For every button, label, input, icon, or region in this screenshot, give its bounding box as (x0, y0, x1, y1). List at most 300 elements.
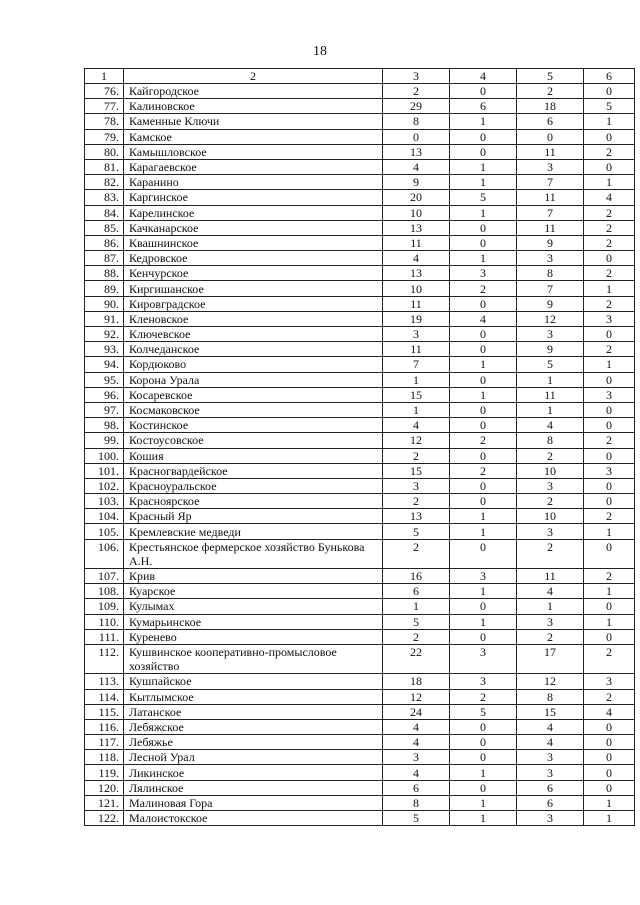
row-name: Кировградское (124, 296, 383, 311)
row-col-6: 2 (584, 689, 635, 704)
table-row (85, 159, 635, 174)
row-col-3: 3 (383, 750, 450, 765)
row-col-4: 1 (450, 205, 517, 220)
row-col-6: 2 (584, 509, 635, 524)
row-col-3: 9 (383, 175, 450, 190)
row-number: 95. (85, 372, 124, 387)
row-col-6: 2 (584, 235, 635, 250)
row-name: Лесной Урал (124, 750, 383, 765)
row-col-3: 10 (383, 281, 450, 296)
row-col-5: 1 (517, 599, 584, 614)
row-col-4: 3 (450, 644, 517, 673)
row-col-4: 1 (450, 509, 517, 524)
row-col-3: 19 (383, 311, 450, 326)
row-col-5: 12 (517, 311, 584, 326)
table-row (85, 281, 635, 296)
row-number: 121. (85, 795, 124, 810)
row-col-6: 1 (584, 281, 635, 296)
header-col-5: 5 (517, 69, 584, 84)
row-number: 114. (85, 689, 124, 704)
table-row (85, 448, 635, 463)
row-name: Карагаевское (124, 159, 383, 174)
row-col-4: 0 (450, 494, 517, 509)
row-name: Куренево (124, 629, 383, 644)
table-row (85, 84, 635, 99)
row-col-4: 0 (450, 418, 517, 433)
table-row (85, 614, 635, 629)
row-col-3: 4 (383, 719, 450, 734)
row-col-5: 3 (517, 478, 584, 493)
row-col-5: 3 (517, 327, 584, 342)
row-col-4: 0 (450, 144, 517, 159)
row-name: Куарское (124, 584, 383, 599)
row-col-5: 6 (517, 795, 584, 810)
row-number: 105. (85, 524, 124, 539)
row-col-6: 2 (584, 296, 635, 311)
row-col-3: 15 (383, 387, 450, 402)
row-number: 111. (85, 629, 124, 644)
row-number: 122. (85, 811, 124, 826)
row-col-6: 0 (584, 418, 635, 433)
row-number: 112. (85, 644, 124, 673)
row-name: Каргинское (124, 190, 383, 205)
row-col-4: 0 (450, 296, 517, 311)
header-row (85, 69, 635, 84)
row-col-6: 1 (584, 811, 635, 826)
row-col-6: 3 (584, 311, 635, 326)
row-col-6: 0 (584, 494, 635, 509)
row-number: 89. (85, 281, 124, 296)
row-col-5: 1 (517, 372, 584, 387)
header-col-6: 6 (584, 69, 635, 84)
table-row (85, 311, 635, 326)
row-col-3: 15 (383, 463, 450, 478)
table-row (85, 811, 635, 826)
row-col-6: 0 (584, 765, 635, 780)
row-col-6: 0 (584, 478, 635, 493)
row-col-5: 17 (517, 644, 584, 673)
row-col-4: 0 (450, 402, 517, 417)
row-number: 104. (85, 509, 124, 524)
row-name: Колчеданское (124, 342, 383, 357)
row-col-3: 12 (383, 433, 450, 448)
row-col-4: 0 (450, 84, 517, 99)
row-name: Красный Яр (124, 509, 383, 524)
table-row (85, 765, 635, 780)
row-col-4: 0 (450, 342, 517, 357)
row-number: 99. (85, 433, 124, 448)
row-col-4: 0 (450, 539, 517, 568)
row-col-6: 0 (584, 129, 635, 144)
row-col-6: 4 (584, 190, 635, 205)
row-col-4: 5 (450, 704, 517, 719)
row-name: Квашнинское (124, 235, 383, 250)
row-col-3: 3 (383, 478, 450, 493)
row-col-5: 9 (517, 342, 584, 357)
row-col-6: 0 (584, 448, 635, 463)
row-col-6: 5 (584, 99, 635, 114)
row-col-5: 3 (517, 765, 584, 780)
row-col-4: 1 (450, 614, 517, 629)
row-number: 93. (85, 342, 124, 357)
row-col-6: 3 (584, 387, 635, 402)
row-name: Качканарское (124, 220, 383, 235)
row-col-3: 11 (383, 296, 450, 311)
table-row (85, 795, 635, 810)
row-col-3: 12 (383, 689, 450, 704)
row-col-3: 3 (383, 327, 450, 342)
row-col-6: 0 (584, 84, 635, 99)
row-name: Красноярское (124, 494, 383, 509)
row-col-5: 10 (517, 509, 584, 524)
row-col-5: 2 (517, 539, 584, 568)
table-row (85, 266, 635, 281)
row-number: 94. (85, 357, 124, 372)
row-col-6: 0 (584, 159, 635, 174)
row-col-4: 6 (450, 99, 517, 114)
row-number: 106. (85, 539, 124, 568)
row-col-6: 2 (584, 144, 635, 159)
row-col-6: 0 (584, 735, 635, 750)
row-name: Костоусовское (124, 433, 383, 448)
header-col-3: 3 (383, 69, 450, 84)
row-name: Каранино (124, 175, 383, 190)
row-col-4: 3 (450, 674, 517, 689)
row-col-6: 0 (584, 719, 635, 734)
table-row (85, 190, 635, 205)
row-col-3: 5 (383, 614, 450, 629)
table-row (85, 629, 635, 644)
row-col-5: 3 (517, 811, 584, 826)
row-col-4: 1 (450, 811, 517, 826)
row-col-3: 22 (383, 644, 450, 673)
row-col-5: 7 (517, 281, 584, 296)
row-number: 86. (85, 235, 124, 250)
header-col-1: 1 (85, 69, 124, 84)
row-col-4: 0 (450, 780, 517, 795)
row-name: Каменные Ключи (124, 114, 383, 129)
row-col-5: 7 (517, 175, 584, 190)
row-number: 103. (85, 494, 124, 509)
row-name: Ликинское (124, 765, 383, 780)
row-col-5: 6 (517, 780, 584, 795)
row-col-4: 1 (450, 159, 517, 174)
row-col-4: 1 (450, 524, 517, 539)
row-col-6: 3 (584, 463, 635, 478)
table-row (85, 599, 635, 614)
row-col-4: 1 (450, 175, 517, 190)
row-col-6: 1 (584, 524, 635, 539)
row-col-5: 5 (517, 357, 584, 372)
row-col-3: 0 (383, 129, 450, 144)
row-number: 80. (85, 144, 124, 159)
table-row (85, 494, 635, 509)
row-col-4: 0 (450, 629, 517, 644)
row-col-5: 4 (517, 719, 584, 734)
row-number: 97. (85, 402, 124, 417)
row-col-4: 1 (450, 387, 517, 402)
row-number: 107. (85, 569, 124, 584)
row-col-4: 3 (450, 569, 517, 584)
row-col-5: 3 (517, 159, 584, 174)
row-col-3: 13 (383, 509, 450, 524)
table-row (85, 235, 635, 250)
row-col-5: 4 (517, 584, 584, 599)
row-name: Костинское (124, 418, 383, 433)
row-number: 87. (85, 251, 124, 266)
row-name: Кулымах (124, 599, 383, 614)
row-number: 108. (85, 584, 124, 599)
row-col-3: 2 (383, 629, 450, 644)
row-number: 96. (85, 387, 124, 402)
row-name: Корона Урала (124, 372, 383, 387)
row-col-6: 4 (584, 704, 635, 719)
row-col-4: 0 (450, 448, 517, 463)
table-row (85, 689, 635, 704)
row-col-6: 2 (584, 220, 635, 235)
row-col-3: 11 (383, 342, 450, 357)
row-col-3: 16 (383, 569, 450, 584)
row-number: 116. (85, 719, 124, 734)
row-col-3: 20 (383, 190, 450, 205)
row-col-5: 6 (517, 114, 584, 129)
row-name: Крестьянское фермерское хозяйство Бунькова А.Н. (124, 539, 383, 568)
table-row (85, 584, 635, 599)
row-col-3: 10 (383, 205, 450, 220)
row-name: Красногвардейское (124, 463, 383, 478)
row-col-4: 2 (450, 281, 517, 296)
row-col-4: 0 (450, 235, 517, 250)
row-col-4: 2 (450, 433, 517, 448)
row-col-3: 29 (383, 99, 450, 114)
row-number: 88. (85, 266, 124, 281)
row-col-5: 11 (517, 569, 584, 584)
row-col-4: 0 (450, 478, 517, 493)
page-number: 18 (313, 44, 327, 59)
row-col-5: 9 (517, 296, 584, 311)
row-name: Лебяжье (124, 735, 383, 750)
row-col-4: 0 (450, 327, 517, 342)
row-col-5: 4 (517, 735, 584, 750)
row-col-6: 3 (584, 674, 635, 689)
row-col-3: 4 (383, 159, 450, 174)
row-name: Кордюково (124, 357, 383, 372)
data-table (84, 68, 635, 826)
row-name: Киргишанское (124, 281, 383, 296)
row-col-3: 11 (383, 235, 450, 250)
header-col-4: 4 (450, 69, 517, 84)
row-col-4: 5 (450, 190, 517, 205)
row-col-5: 3 (517, 614, 584, 629)
row-name: Кушпайское (124, 674, 383, 689)
row-col-5: 11 (517, 144, 584, 159)
table-row (85, 704, 635, 719)
row-number: 101. (85, 463, 124, 478)
row-col-5: 2 (517, 494, 584, 509)
row-number: 120. (85, 780, 124, 795)
row-number: 110. (85, 614, 124, 629)
row-col-5: 2 (517, 629, 584, 644)
row-col-6: 0 (584, 750, 635, 765)
row-number: 77. (85, 99, 124, 114)
row-number: 92. (85, 327, 124, 342)
row-name: Карелинское (124, 205, 383, 220)
row-col-3: 4 (383, 251, 450, 266)
table-row (85, 144, 635, 159)
row-number: 84. (85, 205, 124, 220)
row-col-3: 4 (383, 418, 450, 433)
row-name: Кошия (124, 448, 383, 463)
row-col-6: 1 (584, 795, 635, 810)
row-col-3: 1 (383, 372, 450, 387)
row-col-3: 2 (383, 539, 450, 568)
row-col-5: 2 (517, 448, 584, 463)
table-row (85, 175, 635, 190)
row-col-5: 3 (517, 524, 584, 539)
row-col-5: 1 (517, 402, 584, 417)
row-col-3: 18 (383, 674, 450, 689)
row-name: Камское (124, 129, 383, 144)
row-col-5: 12 (517, 674, 584, 689)
row-col-3: 13 (383, 220, 450, 235)
row-col-5: 4 (517, 418, 584, 433)
row-number: 79. (85, 129, 124, 144)
row-col-3: 5 (383, 811, 450, 826)
table-row (85, 750, 635, 765)
row-col-6: 1 (584, 357, 635, 372)
row-number: 85. (85, 220, 124, 235)
row-col-5: 10 (517, 463, 584, 478)
row-col-4: 1 (450, 251, 517, 266)
row-number: 83. (85, 190, 124, 205)
row-col-3: 8 (383, 114, 450, 129)
row-col-6: 0 (584, 780, 635, 795)
row-col-4: 1 (450, 765, 517, 780)
row-col-6: 2 (584, 569, 635, 584)
row-col-4: 0 (450, 735, 517, 750)
row-name: Кумарьинское (124, 614, 383, 629)
row-col-3: 1 (383, 599, 450, 614)
table-row (85, 99, 635, 114)
row-name: Кенчурское (124, 266, 383, 281)
row-name: Кремлевские медведи (124, 524, 383, 539)
row-col-5: 2 (517, 84, 584, 99)
row-col-6: 0 (584, 251, 635, 266)
table-row (85, 569, 635, 584)
row-col-6: 0 (584, 402, 635, 417)
row-col-4: 1 (450, 357, 517, 372)
row-col-6: 0 (584, 629, 635, 644)
row-col-3: 4 (383, 765, 450, 780)
table-row (85, 433, 635, 448)
table-row (85, 478, 635, 493)
row-name: Кленовское (124, 311, 383, 326)
row-col-6: 1 (584, 114, 635, 129)
row-number: 100. (85, 448, 124, 463)
row-col-6: 2 (584, 433, 635, 448)
row-col-6: 0 (584, 327, 635, 342)
row-col-4: 0 (450, 750, 517, 765)
table-row (85, 387, 635, 402)
table-row (85, 372, 635, 387)
table-row (85, 114, 635, 129)
row-col-3: 2 (383, 84, 450, 99)
row-col-6: 1 (584, 175, 635, 190)
row-col-4: 0 (450, 129, 517, 144)
row-col-4: 3 (450, 266, 517, 281)
table-row (85, 205, 635, 220)
row-name: Латанское (124, 704, 383, 719)
row-col-4: 1 (450, 114, 517, 129)
row-col-4: 0 (450, 599, 517, 614)
row-col-4: 0 (450, 220, 517, 235)
row-col-4: 2 (450, 689, 517, 704)
table-row (85, 719, 635, 734)
row-col-4: 0 (450, 372, 517, 387)
row-name: Камышловское (124, 144, 383, 159)
row-col-5: 15 (517, 704, 584, 719)
row-col-4: 4 (450, 311, 517, 326)
row-col-3: 4 (383, 735, 450, 750)
row-col-3: 6 (383, 584, 450, 599)
row-name: Кушвинское кооперативно-промысловое хозяйство (124, 644, 383, 673)
row-col-3: 5 (383, 524, 450, 539)
row-col-3: 6 (383, 780, 450, 795)
table-row (85, 357, 635, 372)
row-col-3: 24 (383, 704, 450, 719)
table-row (85, 418, 635, 433)
row-col-5: 3 (517, 251, 584, 266)
row-number: 113. (85, 674, 124, 689)
row-col-5: 9 (517, 235, 584, 250)
row-number: 119. (85, 765, 124, 780)
table-row (85, 644, 635, 673)
row-col-5: 8 (517, 689, 584, 704)
row-number: 78. (85, 114, 124, 129)
row-col-3: 7 (383, 357, 450, 372)
row-col-6: 2 (584, 205, 635, 220)
row-col-6: 1 (584, 584, 635, 599)
row-number: 102. (85, 478, 124, 493)
row-col-5: 8 (517, 266, 584, 281)
row-col-5: 0 (517, 129, 584, 144)
row-col-6: 0 (584, 539, 635, 568)
row-col-5: 7 (517, 205, 584, 220)
row-col-6: 1 (584, 614, 635, 629)
row-col-5: 18 (517, 99, 584, 114)
row-name: Космаковское (124, 402, 383, 417)
row-col-4: 1 (450, 795, 517, 810)
row-number: 115. (85, 704, 124, 719)
row-number: 98. (85, 418, 124, 433)
table-row (85, 539, 635, 568)
table-row (85, 402, 635, 417)
table-row (85, 509, 635, 524)
table-row (85, 463, 635, 478)
row-col-5: 11 (517, 190, 584, 205)
row-col-4: 0 (450, 719, 517, 734)
row-col-5: 11 (517, 387, 584, 402)
row-name: Косаревское (124, 387, 383, 402)
header-col-2: 2 (124, 69, 383, 84)
row-name: Ключевское (124, 327, 383, 342)
table-row (85, 327, 635, 342)
row-col-3: 1 (383, 402, 450, 417)
row-col-3: 13 (383, 144, 450, 159)
table-row (85, 251, 635, 266)
row-col-5: 3 (517, 750, 584, 765)
table-row (85, 129, 635, 144)
